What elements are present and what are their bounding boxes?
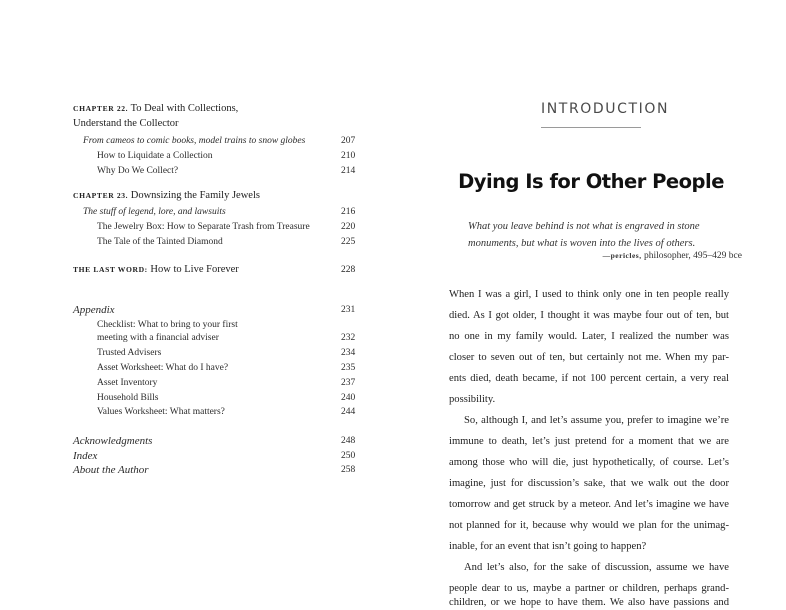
toc-chapter-22-heading-line2 bbox=[73, 116, 179, 132]
toc-page-number: 225 bbox=[341, 237, 356, 247]
toc-page-number: 244 bbox=[341, 407, 356, 417]
section-divider bbox=[541, 127, 641, 128]
toc-entry-title: Values Worksheet: What matters? bbox=[97, 407, 225, 417]
last-word-label: THE LAST WORD: bbox=[73, 265, 148, 274]
body-text-line: When I was a girl, I used to think only one in ten people really bbox=[449, 289, 729, 300]
toc-page-number: 231 bbox=[341, 305, 356, 315]
attribution-details: philosopher, 495–429 bce bbox=[641, 251, 742, 261]
body-text-line: died. As I got older, I thought it was maybe four out of ten, but bbox=[449, 310, 729, 321]
toc-entry[interactable] bbox=[97, 150, 356, 163]
toc-entry[interactable] bbox=[97, 332, 356, 345]
toc-page-number: 214 bbox=[341, 166, 356, 176]
toc-chapter-23-heading[interactable] bbox=[73, 188, 260, 204]
body-text-line: not planned for it, because why would we plan for the unimag- bbox=[449, 520, 729, 531]
toc-entry-title: Index bbox=[73, 450, 98, 462]
toc-entry[interactable] bbox=[97, 406, 356, 419]
toc-chapter-22-heading[interactable] bbox=[73, 101, 238, 117]
toc-page-number: 248 bbox=[341, 436, 356, 446]
toc-entry-title: Checklist: What to bring to your first bbox=[97, 320, 238, 330]
chapter-page bbox=[393, 0, 786, 608]
epigraph-line: monuments, but what is woven into the lives of others. bbox=[468, 238, 696, 249]
toc-page-number: 210 bbox=[341, 151, 356, 161]
toc-entry-title: meeting with a financial adviser bbox=[97, 333, 219, 343]
toc-entry-title: Why Do We Collect? bbox=[97, 166, 179, 176]
epigraph bbox=[468, 218, 728, 252]
chapter-title: Downsizing the Family Jewels bbox=[130, 190, 260, 201]
toc-entry-title: About the Author bbox=[73, 464, 149, 476]
toc-page-number: 216 bbox=[341, 207, 356, 217]
epigraph-line: What you leave behind is not what is engraved in stone bbox=[468, 221, 700, 232]
toc-index[interactable] bbox=[73, 449, 356, 464]
body-text-line: inable, for an event that isn’t going to happen? bbox=[449, 541, 647, 552]
epigraph-attribution bbox=[453, 249, 742, 263]
toc-entry-title: From cameos to comic books, model trains to snow globes bbox=[83, 136, 306, 146]
toc-page-number: 237 bbox=[341, 378, 356, 388]
chapter-label: CHAPTER 22. bbox=[73, 104, 129, 113]
attribution-name: —pericles, bbox=[602, 251, 642, 260]
toc-entry-title: Acknowledgments bbox=[73, 435, 153, 447]
toc-entry-ch23-intro[interactable] bbox=[83, 206, 356, 219]
toc-entry-ch22-intro[interactable] bbox=[83, 135, 356, 148]
toc-page-number: 220 bbox=[341, 222, 356, 232]
body-text-line: among those who will die, just hypothetically, of course. Let’s bbox=[449, 457, 729, 468]
chapter-label: CHAPTER 23. bbox=[73, 191, 129, 200]
toc-entry[interactable] bbox=[97, 165, 356, 178]
body-text-line: no one in my family would. Later, I realized the number was bbox=[449, 331, 729, 342]
toc-page-number: 250 bbox=[341, 451, 356, 461]
body-text-line: imagine, just for discussion’s sake, that we walk out the door bbox=[449, 478, 729, 489]
toc-page-number: 207 bbox=[341, 136, 356, 146]
body-text-line: tomorrow and get struck by a meteor. And let’s imagine we have bbox=[449, 499, 729, 510]
body-text-line: So, although I, and let’s assume you, prefer to imagine we’re bbox=[464, 415, 729, 426]
toc-entry-title: Trusted Advisers bbox=[97, 348, 162, 358]
body-text-line: And let’s also, for the sake of discussion, assume we have bbox=[464, 562, 729, 573]
body-text-line: ents died, death became, if not 100 percent certain, a very real bbox=[449, 373, 729, 384]
toc-entry[interactable] bbox=[97, 319, 238, 332]
toc-entry-title: The Jewelry Box: How to Separate Trash from Treasure bbox=[97, 222, 310, 232]
toc-entry-title: Asset Worksheet: What do I have? bbox=[97, 363, 229, 373]
toc-page-number: 235 bbox=[341, 363, 356, 373]
body-text-line: closer to seven out of ten, but certainly not me. When my par- bbox=[449, 352, 729, 363]
toc-page-number: 240 bbox=[341, 393, 356, 403]
toc-entry-title: The Tale of the Tainted Diamond bbox=[97, 237, 223, 247]
toc-entry-title: How to Liquidate a Collection bbox=[97, 151, 213, 161]
chapter-title: Dying Is for Other People bbox=[458, 170, 724, 193]
appendix-title: Appendix bbox=[73, 304, 115, 316]
body-text-line: children, or we hope to have them. We also have passions and bbox=[449, 597, 729, 608]
toc-entry[interactable] bbox=[97, 347, 356, 360]
toc-entry[interactable] bbox=[97, 362, 356, 375]
toc-page-number: 234 bbox=[341, 348, 356, 358]
toc-page-number: 232 bbox=[341, 333, 356, 343]
body-text-line: immune to death, let’s just pretend for a moment that we are bbox=[449, 436, 729, 447]
toc-entry-title: Asset Inventory bbox=[97, 378, 158, 388]
chapter-title-line2: Understand the Collector bbox=[73, 118, 179, 129]
toc-page bbox=[0, 0, 393, 600]
toc-entry[interactable] bbox=[97, 392, 356, 405]
toc-about-author[interactable] bbox=[73, 463, 356, 478]
body-text-line: people dear to us, maybe a partner or children, perhaps grand- bbox=[449, 583, 729, 594]
body-text-line: possibility. bbox=[449, 394, 496, 405]
toc-appendix-heading[interactable] bbox=[73, 303, 356, 318]
toc-entry-title: Household Bills bbox=[97, 393, 159, 403]
toc-entry[interactable] bbox=[97, 377, 356, 390]
toc-last-word-heading[interactable] bbox=[73, 262, 356, 278]
toc-page-number: 258 bbox=[341, 465, 356, 475]
toc-entry-title: The stuff of legend, lore, and lawsuits bbox=[83, 207, 226, 217]
section-label: INTRODUCTION bbox=[541, 101, 670, 117]
toc-acknowledgments[interactable] bbox=[73, 434, 356, 449]
toc-entry[interactable] bbox=[97, 236, 356, 249]
toc-page-number: 228 bbox=[341, 265, 356, 275]
toc-entry[interactable] bbox=[97, 221, 356, 234]
last-word-title: How to Live Forever bbox=[150, 264, 239, 275]
chapter-title: To Deal with Collections, bbox=[130, 103, 239, 114]
